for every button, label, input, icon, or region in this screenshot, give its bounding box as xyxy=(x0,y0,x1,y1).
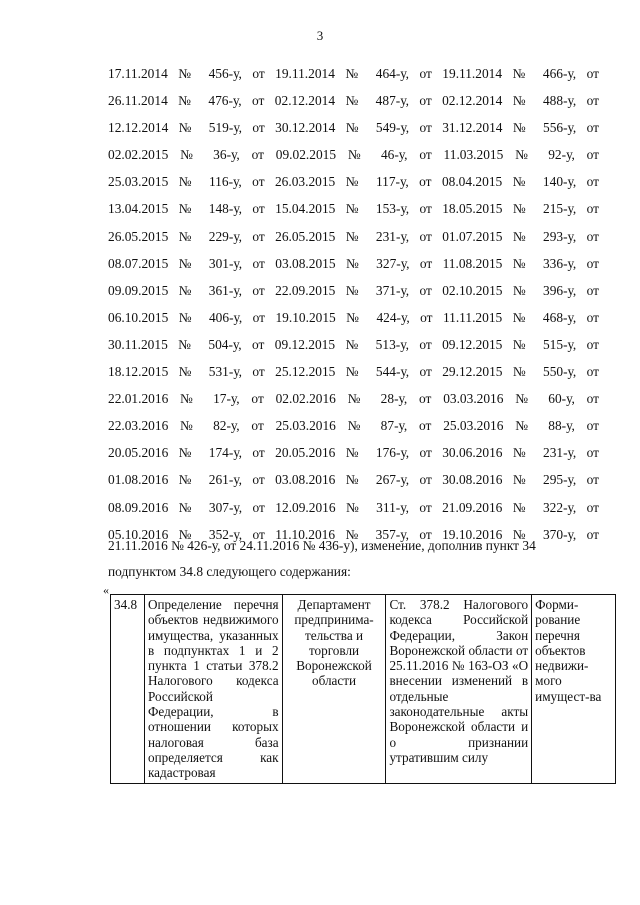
decree-line: 26.11.2014 № 476-у, от 02.12.2014 № 487-у, от 02.12.2014 № 488-у, от xyxy=(108,93,599,109)
decree-line: 02.02.2015 № 36-у, от 09.02.2015 № 46-у, от 11.03.2015 № 92-у, от xyxy=(108,147,599,163)
decree-line: 09.09.2015 № 361-у, от 22.09.2015 № 371-у, от 02.10.2015 № 396-у, от xyxy=(108,282,599,298)
cell-description: Определение перечня объектов недвижимого имущества, указанных в подпунктах 1 и 2 пункта 1 статьи 378.2 Налогового кодекса Российской Федерации, в отношении которых налоговая база определяется как кадастровая xyxy=(144,595,282,784)
decree-line: 22.03.2016 № 82-у, от 25.03.2016 № 87-у, от 25.03.2016 № 88-у, от xyxy=(108,418,599,434)
table-row xyxy=(111,595,616,784)
decree-line: 22.01.2016 № 17-у, от 02.02.2016 № 28-у, от 03.03.2016 № 60-у, от xyxy=(108,391,599,407)
intro-line: подпунктом 34.8 следующего содержания: xyxy=(108,564,351,579)
decree-line: 25.03.2015 № 116-у, от 26.03.2015 № 117-у, от 08.04.2015 № 140-у, от xyxy=(108,174,599,190)
decree-line: 17.11.2014 № 456-у, от 19.11.2014 № 464-у, от 19.11.2014 № 466-у, от xyxy=(108,66,599,81)
cell-result: Форми-рование перечня объектов недвижи-мого имущест-ва xyxy=(532,595,616,784)
decree-line: 12.12.2014 № 519-у, от 30.12.2014 № 549-у, от 31.12.2014 № 556-у, от xyxy=(108,120,599,136)
decree-line: 20.05.2016 № 174-у, от 20.05.2016 № 176-у, от 30.06.2016 № 231-у, от xyxy=(108,445,599,461)
decree-line: 06.10.2015 № 406-у, от 19.10.2015 № 424-у, от 11.11.2015 № 468-у, от xyxy=(108,309,599,325)
decree-line: 08.07.2015 № 301-у, от 03.08.2015 № 327-у, от 11.08.2015 № 336-у, от xyxy=(108,255,599,271)
cell-department: Департамент предпринима-тельства и торговли Воронежской области xyxy=(282,595,386,784)
table-frame xyxy=(110,594,616,849)
decree-line: 13.04.2015 № 148-у, от 15.04.2015 № 153-у, от 18.05.2015 № 215-у, от xyxy=(108,201,599,217)
quote-marker: « xyxy=(103,583,109,597)
decree-line: 08.09.2016 № 307-у, от 12.09.2016 № 311-у, от 21.09.2016 № 322-у, от xyxy=(108,499,599,515)
cell-legal-basis: Ст. 378.2 Налогового кодекса Российской Федерации, Закон Воронежской области от 25.11.2016 № 163-ОЗ «О внесении изменений в отдельные законодательные акты Воронежской области и о признании утратившим силу xyxy=(386,595,532,784)
decree-list xyxy=(108,60,599,548)
cell-number: 34.8 xyxy=(111,595,145,784)
decree-line: 01.08.2016 № 261-у, от 03.08.2016 № 267-у, от 30.08.2016 № 295-у, от xyxy=(108,472,599,488)
decree-line: 30.11.2015 № 504-у, от 09.12.2015 № 513-у, от 09.12.2015 № 515-у, от xyxy=(108,336,599,352)
amendment-table xyxy=(110,594,616,784)
page-number: 3 xyxy=(316,28,324,43)
closing-line: 21.11.2016 № 426-у, от 24.11.2016 № 436-у), изменение, дополнив пункт 34 xyxy=(108,538,536,553)
decree-line: 18.12.2015 № 531-у, от 25.12.2015 № 544-у, от 29.12.2015 № 550-у, от xyxy=(108,364,599,380)
decree-line: 05.10.2016 № 352-у, от 11.10.2016 № 357-у, от 19.10.2016 № 370-у, от xyxy=(108,526,599,542)
decree-line: 26.05.2015 № 229-у, от 26.05.2015 № 231-у, от 01.07.2015 № 293-у, от xyxy=(108,228,599,244)
